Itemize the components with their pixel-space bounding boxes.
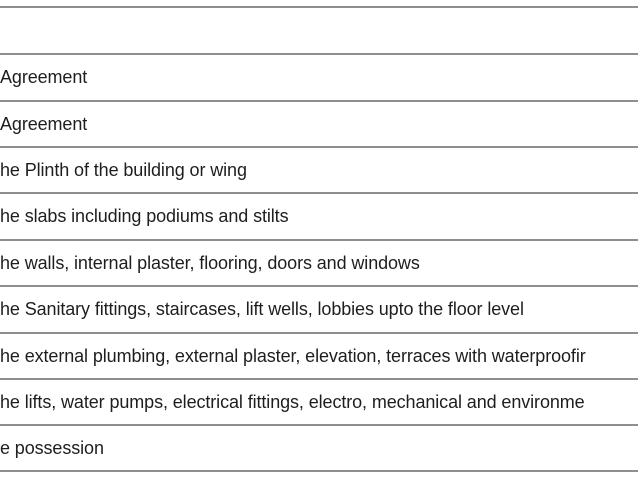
table-cell: Agreement [0,67,88,87]
table-cell: he lifts, water pumps, electrical fittings, electro, mechanical and environme [0,392,585,412]
table-row [0,53,638,97]
table-row-blank [0,6,638,50]
table-cell: he external plumbing, external plaster, elevation, terraces with waterproofir [0,346,586,366]
table-cell: he Plinth of the building or wing [0,160,247,180]
table-cell: e possession [0,438,104,458]
table-row [0,424,638,468]
table-row [0,332,638,376]
table-cell: he slabs including podiums and stilts [0,206,289,226]
table-bottom-border [0,470,638,472]
table-row [0,239,638,283]
table-cell: he Sanitary fittings, staircases, lift wells, lobbies upto the floor level [0,299,524,319]
table-row [0,285,638,329]
table-row [0,378,638,422]
table-cell: Agreement [0,114,88,134]
table-row [0,146,638,190]
table-cell: he walls, internal plaster, flooring, doors and windows [0,253,420,273]
table-row [0,100,638,144]
table-row [0,192,638,236]
